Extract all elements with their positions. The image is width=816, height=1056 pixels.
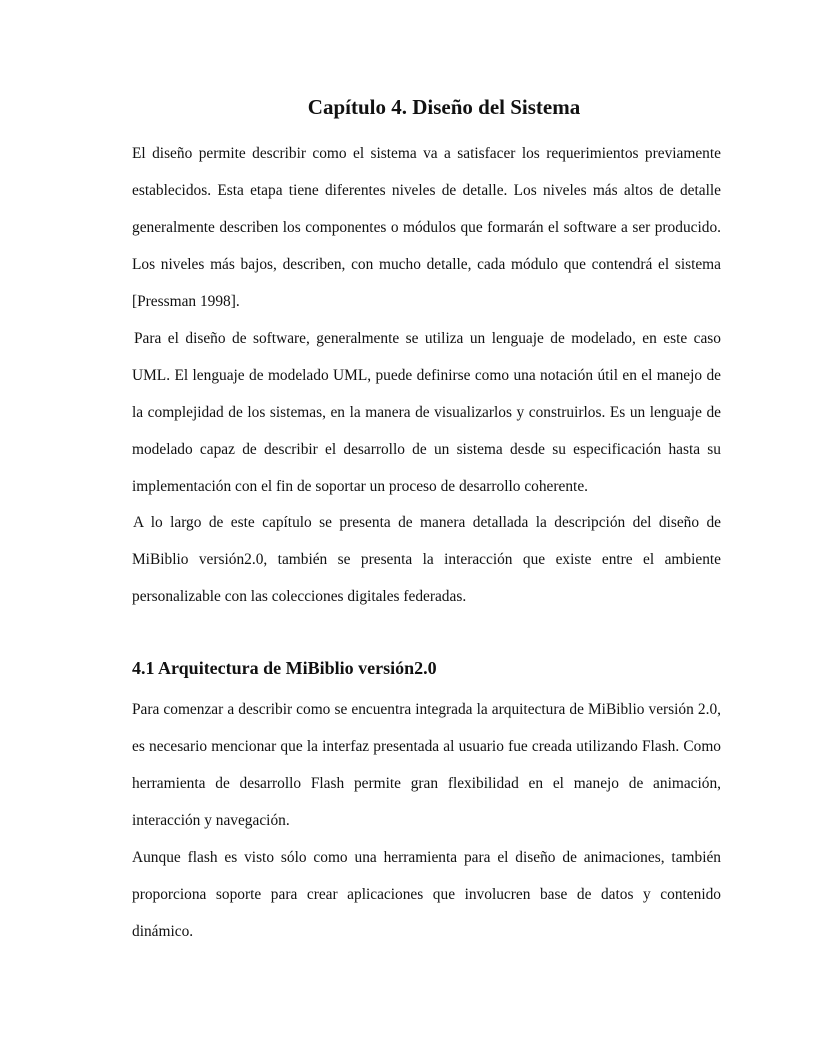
- paragraph-design-intro: El diseño permite describir como el sistema va a satisfacer los requerimientos previamente establecidos. Esta etapa tiene diferentes niveles de detalle. Los niveles más altos de detalle generalmente describen los componentes o módulos que formarán el software a ser producido. Los niveles más bajos, describen, con mucho detalle, cada módulo que contendrá el sistema [Pressman 1998].: [132, 145, 721, 310]
- paragraph-chapter-overview: A lo largo de este capítulo se presenta de manera detallada la descripción del diseño de MiBiblio versión2.0, también se presenta la interacción que existe entre el ambiente personalizable con las colecciones digitales federadas.: [132, 514, 721, 605]
- section-title: 4.1 Arquitectura de MiBiblio versión2.0: [132, 658, 437, 678]
- paragraph-flash-support: Aunque flash es visto sólo como una herramienta para el diseño de animaciones, también proporciona soporte para crear aplicaciones que involucren base de datos y contenido dinámico.: [132, 849, 721, 940]
- paragraph-uml: Para el diseño de software, generalmente se utiliza un lenguaje de modelado, en este caso UML. El lenguaje de modelado UML, puede definirse como una notación útil en el manejo de la complejidad de los sistemas, en la manera de visualizarlos y construirlos. Es un lenguaje de modelado capaz de describir el desarrollo de un sistema desde su especificación hasta su implementación con el fin de soportar un proceso de desarrollo coherente.: [132, 330, 721, 495]
- paragraph-architecture-flash: Para comenzar a describir como se encuentra integrada la arquitectura de MiBiblio versión 2.0, es necesario mencionar que la interfaz presentada al usuario fue creada utilizando Flash. Como herramienta de desarrollo Flash permite gran flexibilidad en el manejo de animación, interacción y navegación.: [132, 701, 721, 829]
- chapter-title: Capítulo 4. Diseño del Sistema: [307, 95, 581, 119]
